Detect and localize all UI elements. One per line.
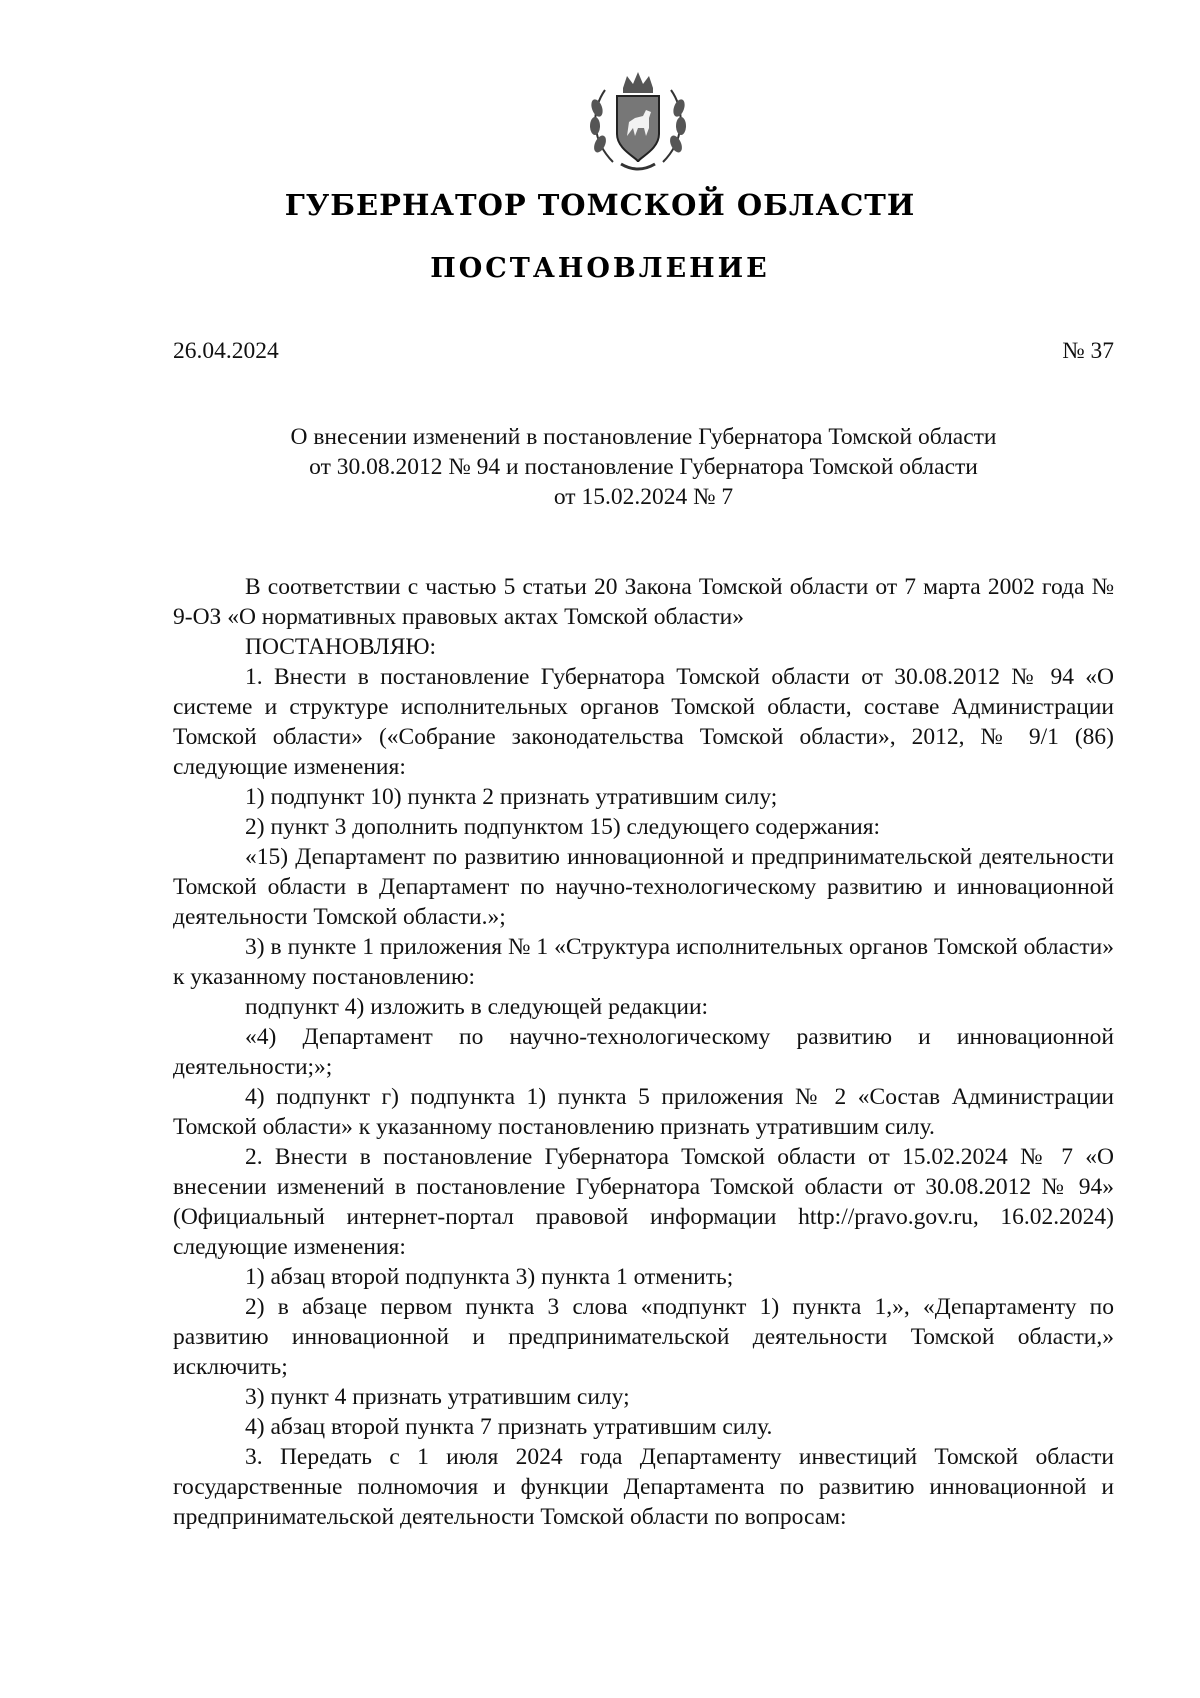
body-paragraph: 3) в пункте 1 приложения № 1 «Структура исполнительных органов Томской области» к указанному постановлению: <box>173 934 1114 990</box>
body-paragraph: 1) абзац второй подпункта 3) пункта 1 отменить; <box>245 1264 734 1290</box>
subject-line: О внесении изменений в постановление Губернатора Томской области <box>290 424 997 450</box>
body-paragraph: 3) пункт 4 признать утратившим силу; <box>245 1384 630 1410</box>
document-date: 26.04.2024 <box>173 338 279 364</box>
body-paragraph: 2) пункт 3 дополнить подпунктом 15) следующего содержания: <box>245 814 881 840</box>
subject-line: от 30.08.2012 № 94 и постановление Губернатора Томской области <box>309 454 978 480</box>
body-paragraph: 4) абзац второй пункта 7 признать утратившим силу. <box>245 1414 773 1440</box>
body-paragraph: 4) подпункт г) подпункта 1) пункта 5 приложения № 2 «Состав Администрации Томской области» к указанному постановлению признать утратившим силу. <box>173 1084 1114 1140</box>
subject-line: от 15.02.2024 № 7 <box>553 484 734 510</box>
preamble-paragraph: В соответствии с частью 5 статьи 20 Закона Томской области от 7 марта 2002 года № 9-ОЗ «О нормативных правовых актах Томской области» <box>173 574 1114 630</box>
body-paragraph: 1) подпункт 10) пункта 2 признать утратившим силу; <box>245 784 778 810</box>
body-paragraph: «4) Департамент по научно-технологическому развитию и инновационной деятельности;»; <box>173 1024 1114 1080</box>
document-subject <box>173 422 1114 512</box>
body-paragraph: подпункт 4) изложить в следующей редакции: <box>245 994 709 1020</box>
body-paragraph: 2) в абзаце первом пункта 3 слова «подпункт 1) пункта 1,», «Департаменту по развитию инновационной и предпринимательской деятельности Томской области,» исключить; <box>173 1294 1114 1380</box>
body-paragraph: 3. Передать с 1 июля 2024 года Департаменту инвестиций Томской области государственные полномочия и функции Департамента по развитию инновационной и предпринимательской деятельности Томской области по вопросам: <box>173 1444 1114 1530</box>
document-number: № 37 <box>1062 338 1114 364</box>
tomsk-coat-of-arms-icon <box>583 70 693 176</box>
body-paragraph: «15) Департамент по развитию инновационной и предпринимательской деятельности Томской области в Департамент по научно-технологическому развитию и инновационной деятельности Томской области.»; <box>173 844 1114 930</box>
body-paragraph: 1. Внести в постановление Губернатора Томской области от 30.08.2012 № 94 «О системе и структуре исполнительных органов Томской области, составе Администрации Томской области» («Собрание законодательства Томской области», 2012, № 9/1 (86) следующие изменения: <box>173 664 1114 780</box>
document-body <box>173 572 1114 1532</box>
body-paragraph: 2. Внести в постановление Губернатора Томской области от 15.02.2024 № 7 «О внесении изменений в постановление Губернатора Томской области от 30.08.2012 № 94» (Официальный интернет-портал правовой информации http://pravo.gov.ru, 16.02.2024) следующие изменения: <box>173 1144 1114 1260</box>
document-type: ПОСТАНОВЛЕНИЕ <box>430 253 770 284</box>
authority-title: ГУБЕРНАТОР ТОМСКОЙ ОБЛАСТИ <box>284 188 916 222</box>
resolve-heading: ПОСТАНОВЛЯЮ: <box>245 634 437 660</box>
